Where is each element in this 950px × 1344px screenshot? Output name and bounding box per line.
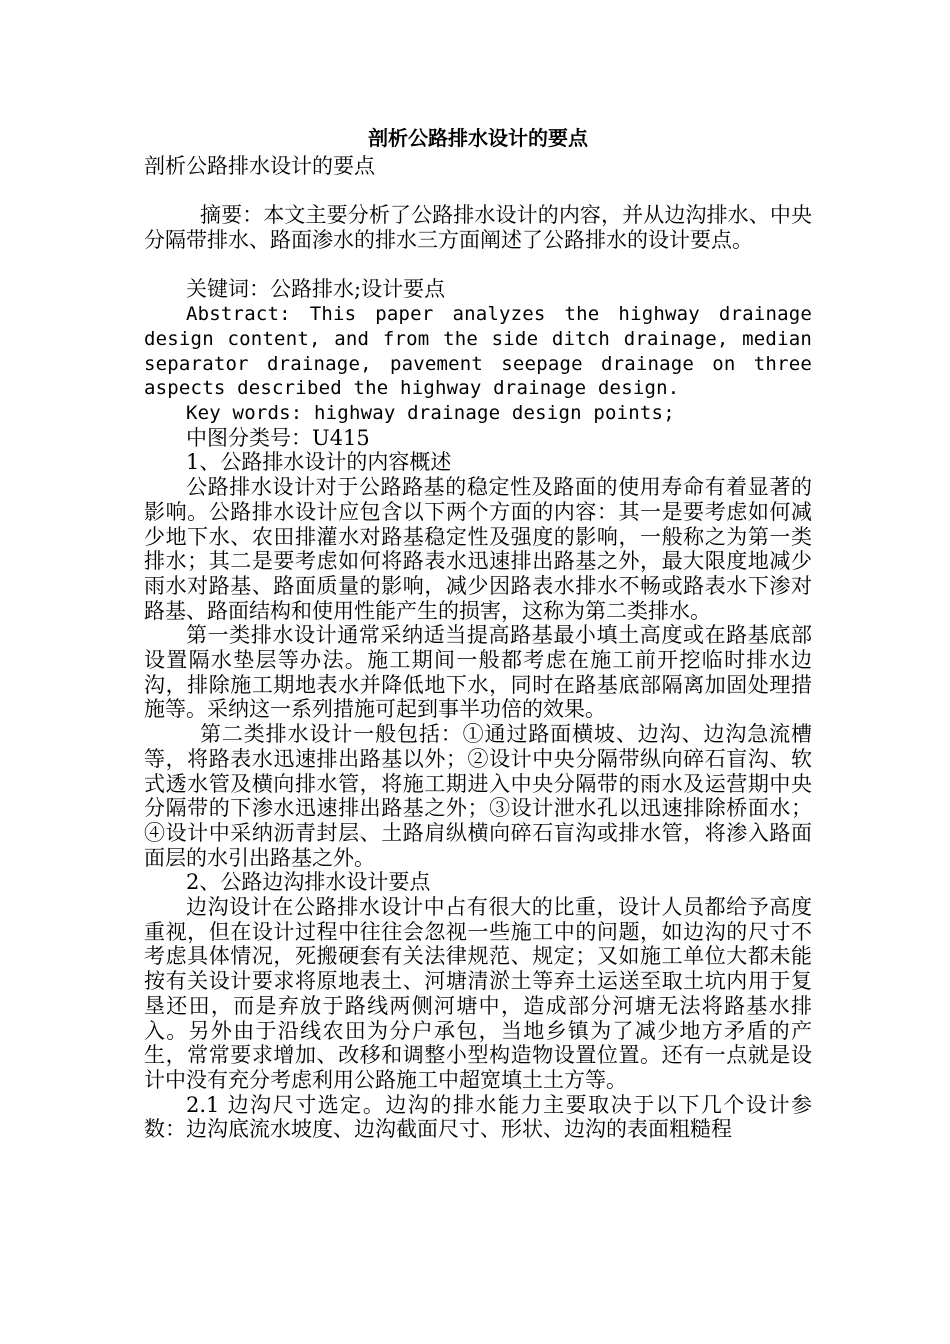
section-2-heading: 2、公路边沟排水设计要点	[186, 870, 431, 895]
keywords-chinese: 关键词：公路排水;设计要点	[186, 277, 446, 302]
classification-number: 中图分类号：U415	[186, 425, 370, 450]
section-1-heading: 1、公路排水设计的内容概述	[186, 450, 452, 475]
section-1-paragraph-3: 第二类排水设计一般包括：①通过路面横坡、边沟、边沟急流槽等，将路表水迅速排出路基以外；②设计中央分隔带纵向碎石盲沟、软式透水管及横向排水管，将施工期进入中央分隔带的雨水及运营期中央分隔带的下渗水迅速排出路基之外；③设计泄水孔以迅速排除桥面水；④设计中采纳沥青封层、土路肩纵横向碎石盲沟或排水管，将渗入路面面层的水引出路基之外。	[144, 722, 812, 870]
document-title: 剖析公路排水设计的要点	[368, 126, 588, 150]
blank-line	[144, 253, 812, 278]
keywords-english: Key words: highway drainage design points;	[186, 402, 675, 424]
abstract-chinese: 摘要：本文主要分析了公路排水设计的内容，并从边沟排水、中央分隔带排水、路面渗水的排水三方面阐述了公路排水的设计要点。	[144, 203, 812, 253]
section-2-paragraph-1: 边沟设计在公路排水设计中占有很大的比重，设计人员都给予高度重视，但在设计过程中往往会忽视一些施工中的问题，如边沟的尺寸不考虑具体情况，死搬硬套有关法律规范、规定；又如施工单位大都未能按有关设计要求将原地表土、河塘清淤土等弃土运送至取土坑内用于复垦还田，而是弃放于路线两侧河塘中，造成部分河塘无法将路基水排入。另外由于沿线农田为分户承包，当地乡镇为了减少地方矛盾的产生，常常要求增加、改移和调整小型构造物设置位置。还有一点就是设计中没有充分考虑利用公路施工中超宽填土土方等。	[144, 895, 812, 1092]
abstract-english: Abstract: This paper analyzes the highway drainage design content, and from the side ditch drainage, median separator drainage, pavement seepage drainage on three aspects described the highway drainage design.	[144, 303, 812, 400]
document-body	[144, 118, 812, 1142]
document-subtitle: 剖析公路排水设计的要点	[144, 154, 375, 178]
section-1-paragraph-1: 公路排水设计对于公路路基的稳定性及路面的使用寿命有着显著的影响。公路排水设计应包含以下两个方面的内容：其一是要考虑如何减少地下水、农田排灌水对路基稳定性及强度的影响，一般称之为第一类排水；其二是要考虑如何将路表水迅速排出路基之外，最大限度地减少雨水对路基、路面质量的影响，减少因路表水排水不畅或路表水下渗对路基、路面结构和使用性能产生的损害，这称为第二类排水。	[144, 475, 812, 623]
section-1-paragraph-2: 第一类排水设计通常采纳适当提高路基最小填土高度或在路基底部设置隔水垫层等办法。施工期间一般都考虑在施工前开挖临时排水边沟，排除施工期地表水并降低地下水，同时在路基底部隔离加固处理措施等。采纳这一系列措施可起到事半功倍的效果。	[144, 623, 812, 722]
blank-line	[144, 179, 812, 204]
section-2-1-paragraph: 2.1 边沟尺寸选定。边沟的排水能力主要取决于以下几个设计参数：边沟底流水坡度、边沟截面尺寸、形状、边沟的表面粗糙程	[144, 1092, 812, 1142]
